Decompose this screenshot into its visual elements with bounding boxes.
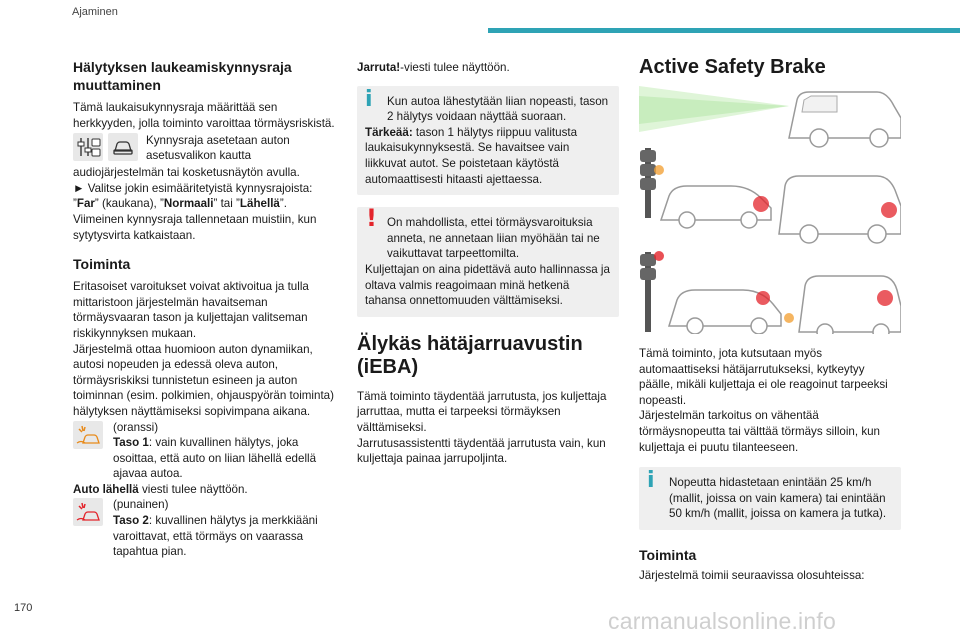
toiminta-heading-2: Toiminta (639, 546, 697, 563)
asb-p1: Tämä toiminto, jota kutsutaan myös automaattiseksi hätäjarrutukseksi, kytkeytyy päälle, mikäli kuljettaja ei ole reagoinut tarpeeksi nopeasti. (639, 347, 888, 407)
scene-2-car (661, 186, 771, 228)
watermark: carmanualsonline.info (608, 608, 836, 634)
threshold-saved: Viimeinen kynnysraja tallennetaan muistiin, kun sytytysvirta katkaistaan. (73, 212, 317, 242)
car-settings-icon (108, 133, 138, 161)
warning-p2: Kuljettajan on aina pidettävä auto hallinnassa ja oltava valmis reagoimaan minä hetkenä tahansa onnettomuuden välttämiseksi. (365, 262, 610, 308)
threshold-heading: Hälytyksen laukeamiskynnysraja muuttaminen (73, 59, 292, 93)
page-number: 170 (14, 602, 33, 614)
settings-text-c: audiojärjestelmän tai kosketusnäytön avulla. (73, 166, 300, 180)
toiminta-p1: Eritasoiset varoitukset voivat aktivoitua ja tulla mittaristoon järjestelmän havaitseman törmäysvaaran tason ja kuljettajan valitseman riskikynnyksen mukaan. (73, 280, 309, 340)
column-3 (639, 56, 901, 79)
scene-2-traffic-light-icon (640, 148, 664, 218)
section-header: Ajaminen (72, 6, 118, 18)
ieba-p2: Jarrutusassistentti täydentää jarrutusta vain, kun kuljettaja painaa jarrupoljinta. (357, 436, 606, 466)
warning-box (357, 204, 619, 317)
threshold-options: ”Far” (kaukana), ”Normaali” tai ”Lähellä”. (73, 197, 287, 211)
collision-alert-orange-icon (73, 421, 103, 449)
toiminta-conditions: Järjestelmä toimii seuraavissa olosuhteissa: (639, 568, 865, 582)
ieba-heading: Älykäs hätäjarruavustin (iEBA) (357, 332, 583, 378)
info-box-1: i Kun autoa lähestytään liian nopeasti, tason 2 hälytys voidaan näyttää suoraan. Tärkeää: tason 1 hälytys riippuu valitusta laukaisukynnyksestä. Se havaitsee vain liikkuvat autot. Se poistetaan käytöstä automaattisesti hitaasti ajettaessa. (357, 86, 619, 196)
settings-text-a: Kynnysraja asetetaan auton (146, 134, 290, 148)
scene-1-van (789, 92, 901, 147)
asb-heading: Active Safety Brake (639, 56, 826, 78)
header-accent-bar (488, 28, 960, 33)
warning-icon: ! (366, 204, 377, 233)
info-icon: i (647, 468, 655, 494)
toiminta-p2: Järjestelmä ottaa huomioon auton dynamiikan, autosi nopeuden ja edessä oleva auton, törmäysriskiksi tunnistetun esineen ja auton toiminnan (esim. polkimien, ohjauspyörän toiminta) hälytyksen näyttämiseksi sopivimpana aikana. (73, 342, 334, 418)
auto-lahella-line: Auto lähellä viesti tulee näyttöön. (73, 482, 248, 496)
scene-3-car (669, 290, 794, 334)
jarruta-line: Jarruta!-viesti tulee näyttöön. (357, 61, 510, 74)
asb-p2: Järjestelmän tarkoitus on vähentää törmäysnopeutta tai välttää törmäys silloin, kun kuljettaja ei puutu tilanteeseen. (639, 409, 881, 454)
settings-row (73, 133, 335, 165)
step-arrow-icon: ► (73, 181, 85, 195)
ieba-p1: Tämä toiminto täydentää jarrutusta, jos kuljettaja jarruttaa, mutta ei tarpeeksi törmäyksen välttämiseksi. (357, 389, 607, 434)
column-3-text (639, 346, 901, 584)
level2-block: (punainen) Taso 2: kuvallinen hälytys ja merkkiääni varoittavat, että törmäys on vaarassa tapahtua pian. (73, 497, 335, 559)
settings-text-b: asetusvalikon kautta (146, 149, 252, 163)
settings-sliders-icon (73, 133, 103, 161)
collision-alert-red-icon (73, 498, 103, 526)
warning-p1: On mahdollista, ettei törmäysvaroituksia anneta, ne annetaan liian myöhään tai ne vaikuttavat tarpeettomilta. (387, 216, 600, 261)
speed-info: Nopeutta hidastetaan enintään 25 km/h (mallit, joissa on vain kamera) tai enintään 50 km/h (mallit, joissa on kamera ja tutka). (669, 476, 887, 521)
level2-color: (punainen) (113, 498, 169, 512)
info-icon: i (365, 86, 373, 112)
asb-illustrations (639, 86, 901, 334)
info-box-2 (639, 467, 901, 530)
threshold-step: ► Valitse jokin esimääritetyistä kynnysrajoista: (73, 181, 313, 195)
column-1 (73, 58, 335, 560)
threshold-intro: Tämä laukaisukynnysraja määrittää sen herkkyyden, jolla toiminto varoittaa törmäysriskistä. (73, 101, 335, 130)
scene-3-van (799, 276, 901, 334)
scene-3-traffic-light-icon (640, 251, 664, 332)
column-2 (357, 60, 619, 467)
level1-block: (oranssi) Taso 1: vain kuvallinen hälytys, joka osoittaa, että auto on liian lähellä edellä ajavaa autoa. (73, 420, 335, 482)
scene-1-beam (639, 86, 789, 132)
level1-color: (oranssi) (113, 420, 159, 434)
toiminta-heading: Toiminta (73, 256, 131, 273)
scene-2-van (779, 176, 901, 243)
